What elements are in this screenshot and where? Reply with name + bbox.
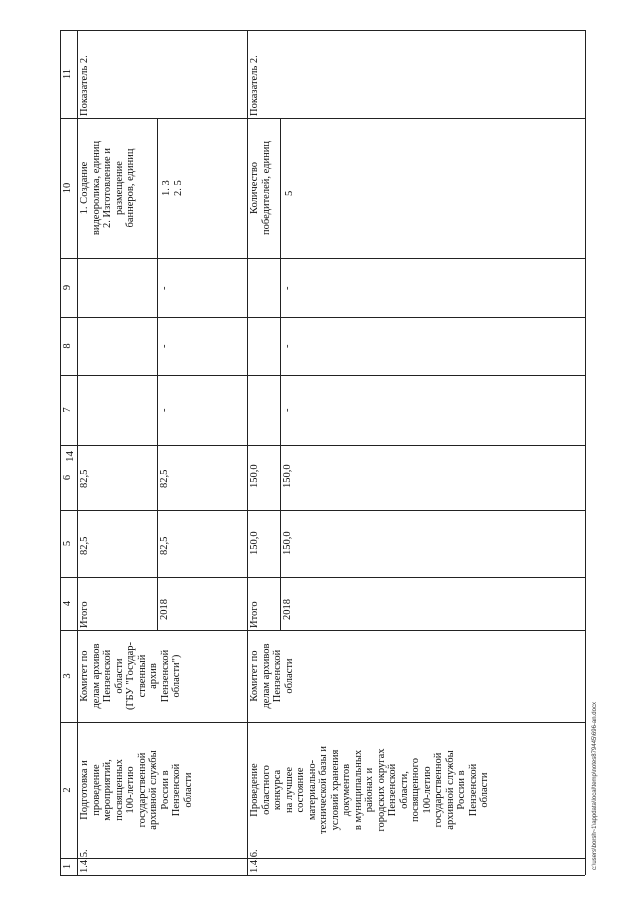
column-number-7: 7 [62,407,73,413]
column-border-line [60,577,585,578]
row-1-4-5-executor-text: Комитет по делам архивов Пензенской области (ГБУ "Государ- ственный архив Пензенской области") [79,641,182,711]
row-1-4-5-col9: - [159,286,170,290]
row-1-4-6-year-col5: 150,0 [282,531,293,555]
column-number-11: 11 [62,68,73,80]
row-border-line [60,30,61,875]
row-1-4-5-indicator-name: 1. Создание видеоролика, единиц 2. Изготовление и размещение баннеров, единиц [79,140,136,236]
row-1-4-6-indicator-name: Количество победителей, единиц [249,141,272,235]
column-number-4: 4 [62,600,73,607]
column-border-line [60,875,585,876]
column-number-8: 8 [62,343,73,349]
row-1-4-5-number: 1.4.5. [79,849,90,873]
row-1-4-5-total-col6: 82,5 [79,469,90,488]
row-border-line [585,30,586,875]
row-1-4-5-col8: - [159,344,170,348]
page-number: 14 [64,451,76,462]
column-number-6: 6 [62,474,73,481]
row-1-4-6-col8: - [282,344,293,348]
column-border-line [60,510,585,511]
column-number-2: 2 [62,787,73,793]
column-border-line [60,375,585,376]
column-border-line [60,445,585,446]
column-number-5: 5 [62,540,73,547]
row-1-4-6-total-col5: 150,0 [249,531,260,555]
sub-row-border-line [280,118,281,630]
column-number-1: 1 [62,863,73,870]
row-1-4-6-event-text: Проведение областного конкурса на лучшее состояние материально- технической базы и условий хранения документов в муниципальных районах и городских округах Пензенской области, посвященного 100-летию государственной архивной службы России в Пензенской области [249,746,490,834]
column-number-10: 10 [62,182,73,194]
row-1-4-6-number: 1.4.6. [249,849,260,873]
row-1-4-5-year-col6: 82,5 [159,469,170,488]
row-1-4-6-indicator-ref: Показатель 2. [249,55,260,116]
row-1-4-5-indicator-ref: Показатель 2. [79,55,90,116]
row-1-4-5-event-text: Подготовка и проведение мероприятий, посвященных 100-летию государственной архивной службы России в Пензенской области [79,750,194,830]
row-1-4-5-total-label: Итого [79,601,90,628]
row-1-4-6-year-col6: 150,0 [282,464,293,488]
row-1-4-6-year: 2018 [282,599,293,620]
column-border-line [60,858,585,859]
row-1-4-6-col7: - [282,408,293,412]
column-border-line [60,630,585,631]
row-1-4-5-year: 2018 [159,599,170,620]
column-border-line [60,317,585,318]
sub-row-border-line [157,118,158,630]
row-border-line [247,30,248,875]
row-1-4-6-col9: - [282,286,293,290]
column-border-line [60,722,585,723]
row-1-4-5-col7: - [159,408,170,412]
row-1-4-5-total-col5: 82,5 [79,536,90,555]
footer-file-path: c:\users\borsh~1\appdata\local\temp\notes879445\696-an.docx [592,702,598,870]
column-number-3: 3 [62,673,73,679]
column-number-9: 9 [62,284,73,291]
column-border-line [60,258,585,259]
row-1-4-5-year-col5: 82,5 [159,536,170,555]
row-1-4-6-total-label: Итого [249,601,260,628]
row-1-4-6-total-col6: 150,0 [249,464,260,488]
row-border-line [77,30,78,875]
column-border-line [60,30,585,31]
row-1-4-5-indicator-values: 1. 3 2. 5 [161,180,184,196]
row-1-4-6-indicator-values: 5 [284,190,295,196]
column-border-line [60,118,585,119]
row-1-4-6-executor-text: Комитет по делам архивов Пензенской области [249,643,295,709]
